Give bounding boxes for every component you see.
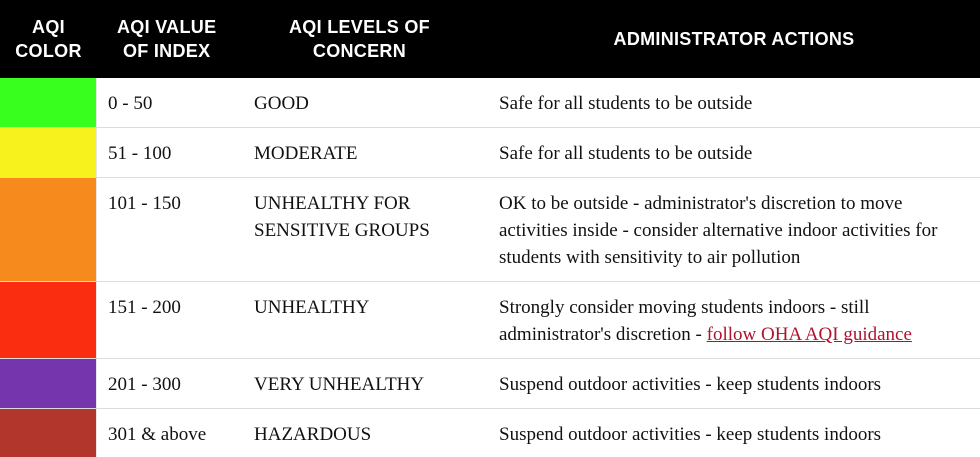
- header-aqi-value: AQI VALUE OF INDEX: [117, 17, 217, 61]
- concern-level: MODERATE: [254, 143, 358, 164]
- aqi-range: 51 - 100: [108, 143, 172, 164]
- aqi-range: 0 - 50: [108, 93, 153, 114]
- oha-aqi-guidance-link[interactable]: follow OHA AQI guidance: [706, 324, 912, 345]
- color-swatch-unhealthy-sensitive: [0, 178, 97, 281]
- concern-level: GOOD: [254, 93, 309, 114]
- admin-action: Suspend outdoor activities - keep students indoors: [499, 424, 882, 445]
- admin-action: Safe for all students to be outside: [499, 143, 753, 164]
- admin-action: OK to be outside - administrator's discretion to move activities inside - consider alternative indoor activities for students with sensitivity to air pollution: [499, 193, 938, 268]
- color-swatch-hazardous: [0, 409, 97, 457]
- color-swatch-very-unhealthy: [0, 359, 97, 408]
- table-row-hazardous: [0, 409, 980, 457]
- aqi-range: 301 & above: [108, 424, 207, 445]
- aqi-range: 201 - 300: [108, 374, 181, 395]
- color-swatch-good: [0, 78, 97, 127]
- concern-level: UNHEALTHY: [254, 297, 370, 318]
- admin-action: Safe for all students to be outside: [499, 93, 753, 114]
- table-row-unhealthy: [0, 282, 980, 359]
- table-row-good: [0, 78, 980, 128]
- table-row-unhealthy-sensitive: [0, 178, 980, 282]
- admin-action-text: Strongly consider moving students indoors - still administrator's discretion -: [499, 297, 870, 345]
- color-swatch-moderate: [0, 128, 97, 177]
- header-administrator-actions: ADMINISTRATOR ACTIONS: [613, 29, 855, 49]
- table-header: [0, 0, 980, 78]
- admin-action-with-link: [488, 282, 980, 358]
- header-levels-of-concern: AQI LEVELS OF CONCERN: [289, 17, 430, 61]
- table-row-very-unhealthy: [0, 359, 980, 409]
- aqi-range: 101 - 150: [108, 193, 181, 214]
- admin-action: Suspend outdoor activities - keep students indoors: [499, 374, 882, 395]
- aqi-range: 151 - 200: [108, 297, 181, 318]
- header-aqi-color: AQI COLOR: [15, 17, 82, 61]
- table-row-moderate: [0, 128, 980, 178]
- concern-level: HAZARDOUS: [254, 424, 372, 445]
- concern-level: VERY UNHEALTHY: [254, 374, 425, 395]
- color-swatch-unhealthy: [0, 282, 97, 358]
- concern-level: UNHEALTHY FOR SENSITIVE GROUPS: [254, 193, 430, 241]
